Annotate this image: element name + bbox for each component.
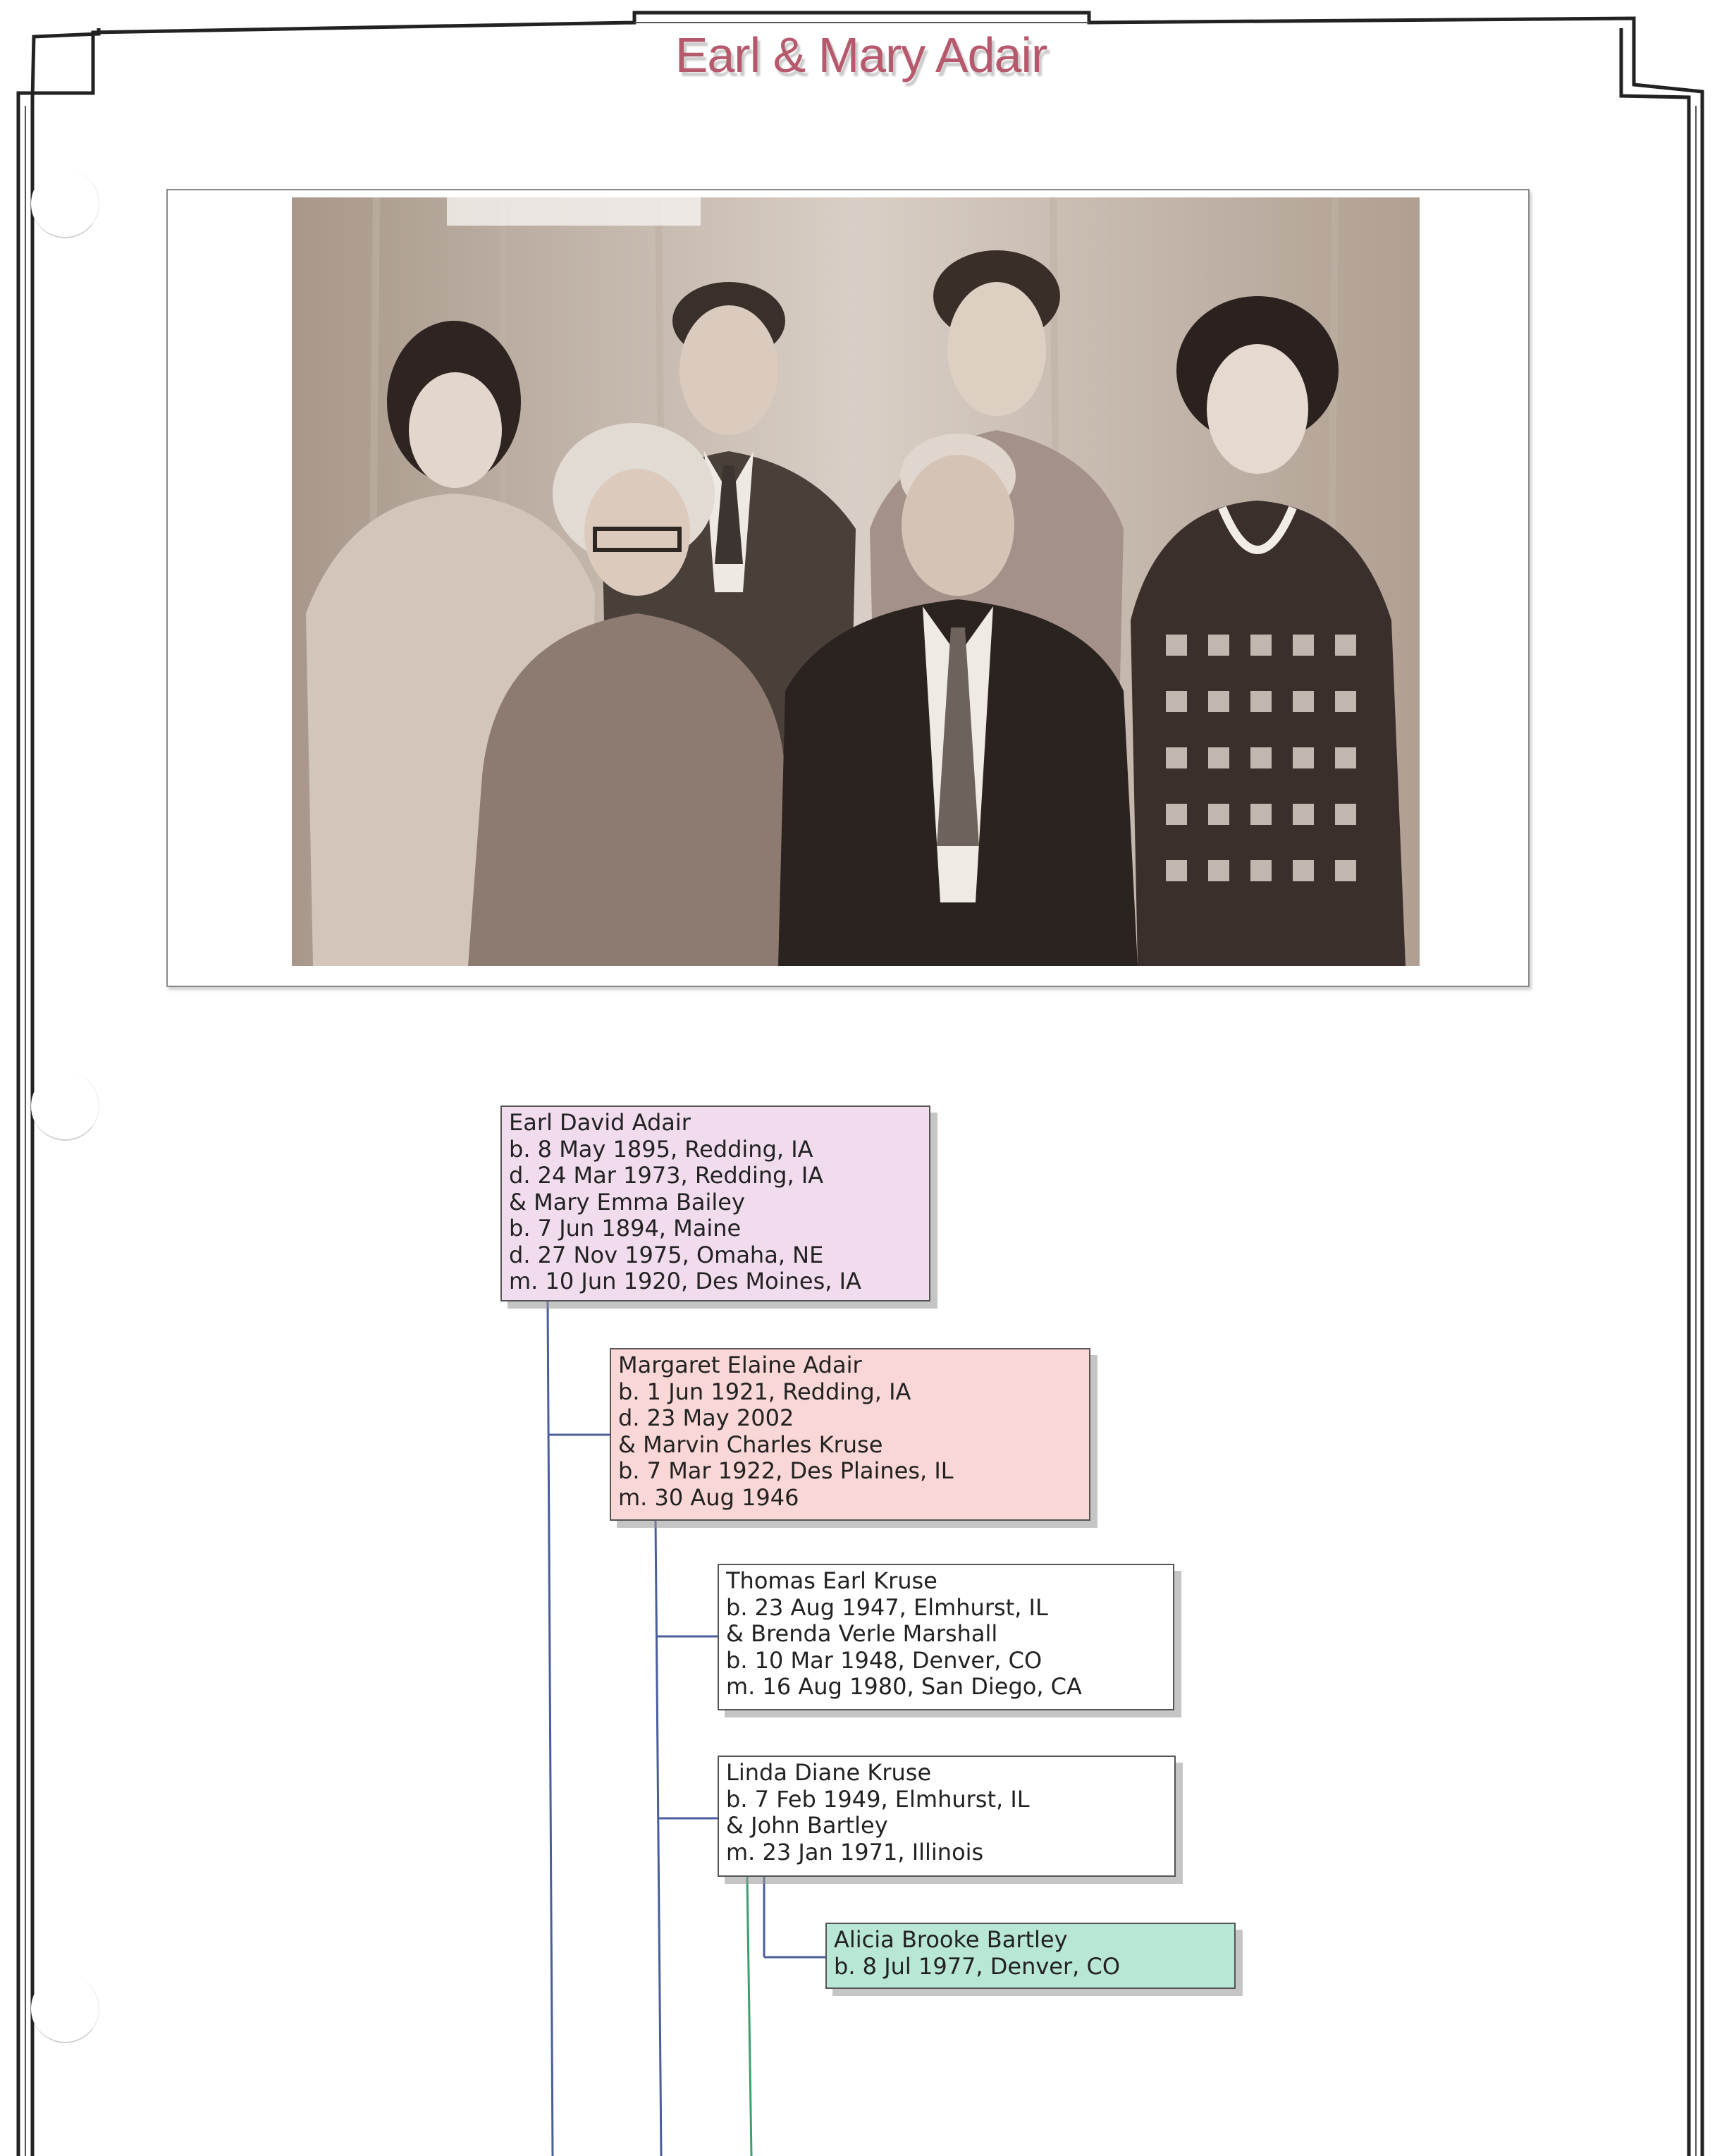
page-title: Earl & Mary Adair [675,27,1047,82]
card-line: m. 10 Jun 1920, Des Moines, IA [509,1268,861,1294]
card-line: b. 10 Mar 1948, Denver, CO [726,1646,1043,1674]
card-line: b. 1 Jun 1921, Redding, IA [618,1378,911,1405]
family-card-linda-and-john [718,1756,1176,1877]
card-line: Earl David Adair [509,1109,691,1136]
card-line: Thomas Earl Kruse [726,1567,937,1594]
card-line: m. 23 Jan 1971, Illinois [726,1838,984,1866]
card-line: d. 23 May 2002 [618,1404,794,1431]
card-line: Linda Diane Kruse [726,1759,932,1786]
card-line: b. 8 May 1895, Redding, IA [509,1135,813,1163]
card-line: m. 16 Aug 1980, San Diego, CA [726,1673,1082,1700]
card-line: b. 7 Jun 1894, Maine [509,1215,742,1242]
family-card-thomas-and-brenda [718,1564,1174,1710]
card-line: & Marvin Charles Kruse [618,1431,883,1458]
card-line: b. 7 Mar 1922, Des Plaines, IL [618,1457,954,1484]
card-line: d. 24 Mar 1973, Redding, IA [509,1162,824,1189]
card-line: Margaret Elaine Adair [618,1352,862,1378]
card-line: Alicia Brooke Bartley [834,1926,1068,1953]
family-card-alicia [825,1923,1236,1989]
card-line: b. 7 Feb 1949, Elmhurst, IL [726,1785,1030,1813]
card-line: & Mary Emma Bailey [509,1188,745,1215]
card-line: b. 23 Aug 1947, Elmhurst, IL [726,1593,1048,1621]
card-line: b. 8 Jul 1977, Denver, CO [834,1952,1121,1980]
card-line: & John Bartley [726,1812,888,1839]
family-card-margaret-and-marvin [610,1348,1090,1521]
family-card-earl-and-mary [500,1105,930,1301]
card-line: d. 27 Nov 1975, Omaha, NE [509,1241,824,1268]
card-line: m. 30 Aug 1946 [618,1483,799,1511]
card-line: & Brenda Verle Marshall [726,1620,998,1647]
